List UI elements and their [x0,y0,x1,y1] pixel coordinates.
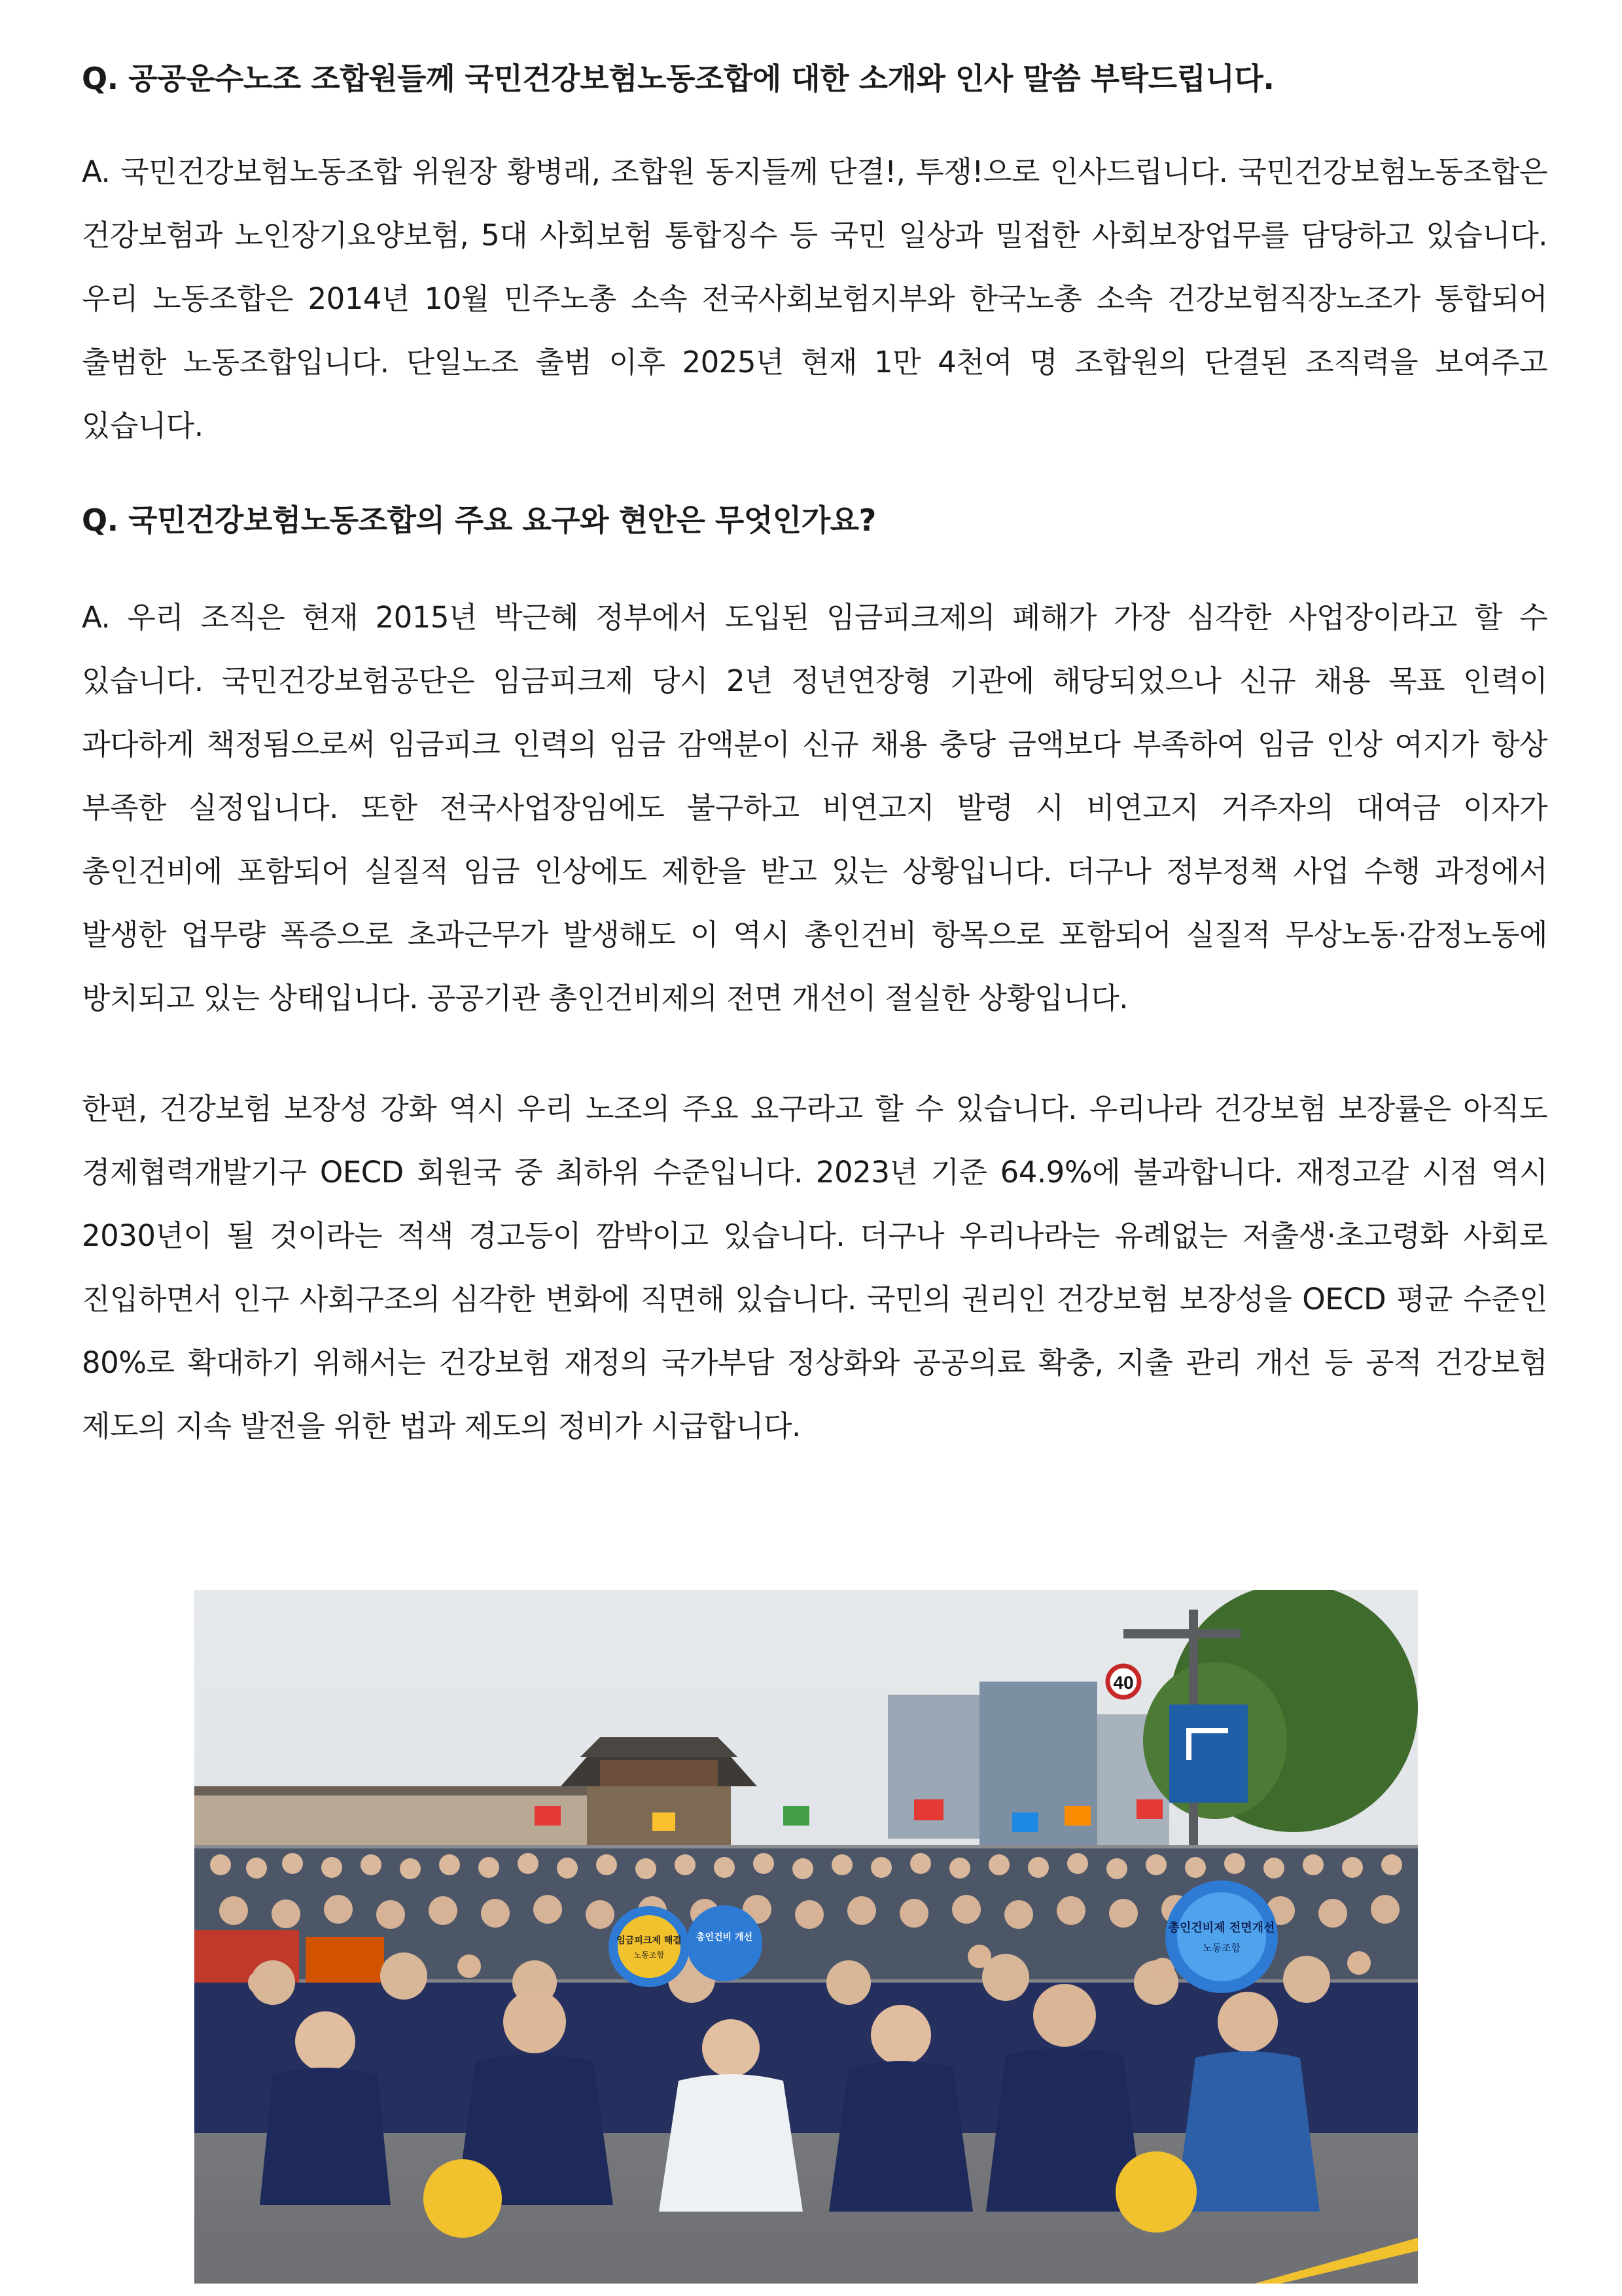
rally-photo [194,1590,1418,2284]
sign-right-subtext: 노동조합 [1203,1942,1241,1954]
protest-sign-bottom-right [1116,2151,1197,2233]
interview-content [82,39,1547,1458]
sign-right-text: 총인건비제 전면개선 [1168,1921,1275,1935]
protest-sign-right [1165,1881,1278,1993]
sign-left-subtext: 노동조합 [633,1951,665,1960]
answer-2-paragraph-1: A. 우리 조직은 현재 2015년 박근혜 정부에서 도입된 임금피크제의 폐해가 가장 심각한 사업장이라고 할 수 있습니다. 국민건강보험공단은 임금피크제 당시 2년 정년연장형 기관에 해당되었으나 신규 채용 목표 인력이 과다하게 책정됨으로써 임금피크 인력의 임금 감액분이 신규 채용 충당 금액보다 부족하여 임금 인상 여지가 항상 부족한 실정입니다. 또한 전국사업장임에도 불구하고 비연고지 발령 시 비연고지 거주자의 대여금 이자가 총인건비에 포함되어 실질적 임금 인상에도 제한을 받고 있는 상황입니다. 더구나 정부정책 사업 수행 과정에서 발생한 업무량 폭증으로 초과근무가 발생해도 이 역시 총인건비 항목으로 포함되어 실질적 무상노동·감정노동에 방치되고 있는 상태입니다. 공공기관 총인건비제의 전면 개선이 절실한 상황입니다. [82,600,1547,1016]
question-1: Q. 공공운수노조 조합원들께 국민건강보험노동조합에 대한 소개와 인사 말씀 부탁드립니다. [82,61,1275,96]
sign-left-text: 임금피크제 해결 [616,1935,682,1946]
direction-sign [1169,1704,1248,1803]
sign-center-text: 총인건비 개선 [696,1932,753,1943]
protest-sign-bottom-left [423,2159,502,2238]
rally-photo-illustration [194,1590,1418,2284]
protest-sign-left [608,1906,690,1987]
question-2: Q. 국민건강보험노동조합의 주요 요구와 현안은 무엇인가요? [82,503,876,538]
answer-2-paragraph-2: 한편, 건강보험 보장성 강화 역시 우리 노조의 주요 요구라고 할 수 있습니다. 우리나라 건강보험 보장률은 아직도 경제협력개발기구 OECD 회원국 중 최하위 수준입니다. 2023년 기준 64.9%에 불과합니다. 재정고갈 시점 역시 2030년이 될 것이라는 적색 경고등이 깜박이고 있습니다. 더구나 우리나라는 유례없는 저출생·초고령화 사회로 진입하면서 인구 사회구조의 심각한 변화에 직면해 있습니다. 국민의 권리인 건강보험 보장성을 OECD 평균 수준인 80%로 확대하기 위해서는 건강보험 재정의 국가부담 정상화와 공공의료 확충, 지출 관리 개선 등 공적 건강보험 제도의 지속 발전을 위한 법과 제도의 정비가 시급합니다. [82,1091,1547,1443]
speed-limit-value: 40 [1113,1672,1134,1693]
answer-1: A. 국민건강보험노동조합 위원장 황병래, 조합원 동지들께 단결!, 투쟁!으로 인사드립니다. 국민건강보험노동조합은 건강보험과 노인장기요양보험, 5대 사회보험 통합징수 등 국민 일상과 밀접한 사회보장업무를 담당하고 있습니다. 우리 노동조합은 2014년 10월 민주노총 소속 전국사회보험지부와 한국노총 소속 건강보험직장노조가 통합되어 출범한 노동조합입니다. 단일노조 출범 이후 2025년 현재 1만 4천여 명 조합원의 단결된 조직력을 보여주고 있습니다. [82,154,1547,443]
palace-wall [194,1793,587,1845]
protest-sign-center [686,1905,762,1981]
